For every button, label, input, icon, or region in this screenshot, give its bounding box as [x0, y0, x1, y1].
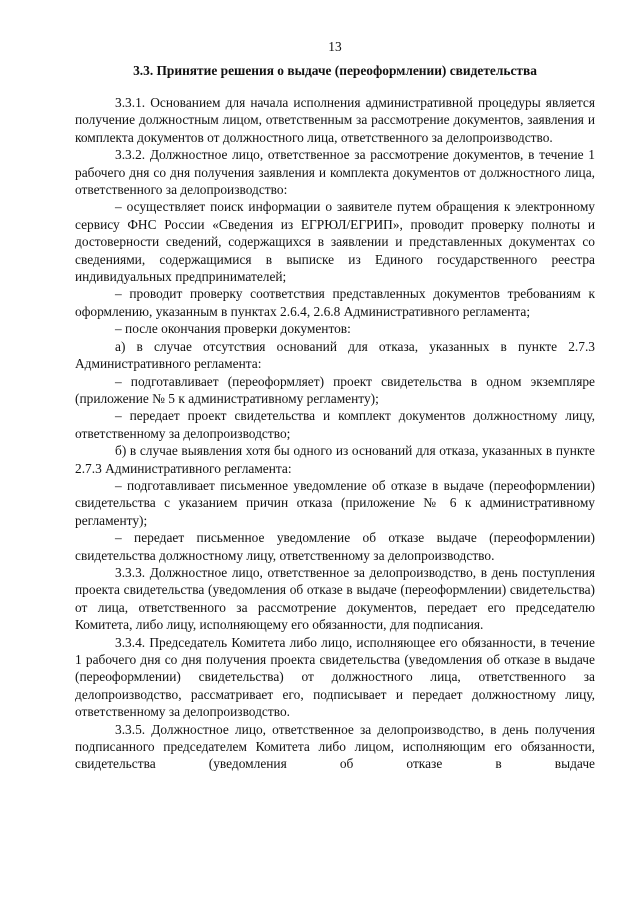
section-heading: 3.3. Принятие решения о выдаче (переоформлении) свидетельства — [133, 63, 537, 78]
paragraph-3-3-3: 3.3.3. Должностное лицо, ответственное за делопроизводство, в день поступления проекта свидетельства (уведомления об отказе в выдаче (переоформлении) свидетельства) от лица, ответственного за рассмотрение документов, передает его председателю Комитета, либо лицу, исполняющему его обязанности, для подписания. — [75, 564, 595, 633]
paragraph-3-3-4: 3.3.4. Председатель Комитета либо лицо, исполняющее его обязанности, в течение 1 рабочего дня со дня получения проекта свидетельства (уведомления об отказе в выдаче (переоформлении) свидетельства) от должностного лица, ответственного за делопроизводство, рассматривает его, подписывает и передает должностному лицу, ответственному за делопроизводство. — [75, 634, 595, 720]
subitem-a: а) в случае отсутствия оснований для отказа, указанных в пункте 2.7.3 Административного регламента: — [75, 338, 595, 372]
document-body — [75, 94, 595, 773]
list-item-transfer-refusal: – передает письменное уведомление об отказе выдаче (переоформлении) свидетельства должностному лицу, ответственному за делопроизводство. — [75, 530, 595, 563]
paragraph-3-3-5: 3.3.5. Должностное лицо, ответственное за делопроизводство, в день получения подписанного председателем Комитета либо лицом, исполняющим его обязанности, свидетельства (уведомления об отказе в выдаче — [75, 721, 595, 772]
list-item-check-compliance: – проводит проверку соответствия представленных документов требованиям к оформлению, указанным в пунктах 2.6.4, 2.6.8 Административного регламента; — [75, 286, 595, 319]
list-item-after-check: – после окончания проверки документов: — [115, 321, 351, 337]
list-item-search-info: – осуществляет поиск информации о заявителе путем обращения к электронному сервису ФНС России «Сведения из ЕГРЮЛ/ЕГРИП», проводит проверку полноты и достоверности сведений, содержащихся в заявлении и представленных документах со сведениями, содержащимися в выписке из Единого государственного реестра индивидуальных предпринимателей; — [75, 199, 595, 285]
paragraph-3-3-1: 3.3.1. Основанием для начала исполнения административной процедуры является получение должностным лицом, ответственным за рассмотрение документов, заявления и комплекта документов от должностного лица, ответственного за делопроизводство. — [75, 95, 595, 145]
document-page — [75, 0, 595, 905]
subitem-b: б) в случае выявления хотя бы одного из оснований для отказа, указанных в пункте 2.7.3 Административного регламента: — [75, 443, 595, 476]
list-item-prepare-certificate: – подготавливает (переоформляет) проект свидетельства в одном экземпляре (приложение № 5 к административному регламенту); — [75, 373, 595, 406]
list-item-prepare-refusal: – подготавливает письменное уведомление об отказе в выдаче (переоформлении) свидетельства с указанием причин отказа (приложение № 6 к административному регламенту); — [75, 477, 595, 528]
page-number: 13 — [328, 39, 342, 54]
paragraph-3-3-2: 3.3.2. Должностное лицо, ответственное за рассмотрение документов, в течение 1 рабочего дня со дня получения заявления и комплекта документов от должностного лица, ответственного за делопроизводство: — [75, 147, 595, 198]
list-item-transfer-certificate: – передает проект свидетельства и комплект документов должностному лицу, ответственному за делопроизводство; — [75, 408, 595, 441]
